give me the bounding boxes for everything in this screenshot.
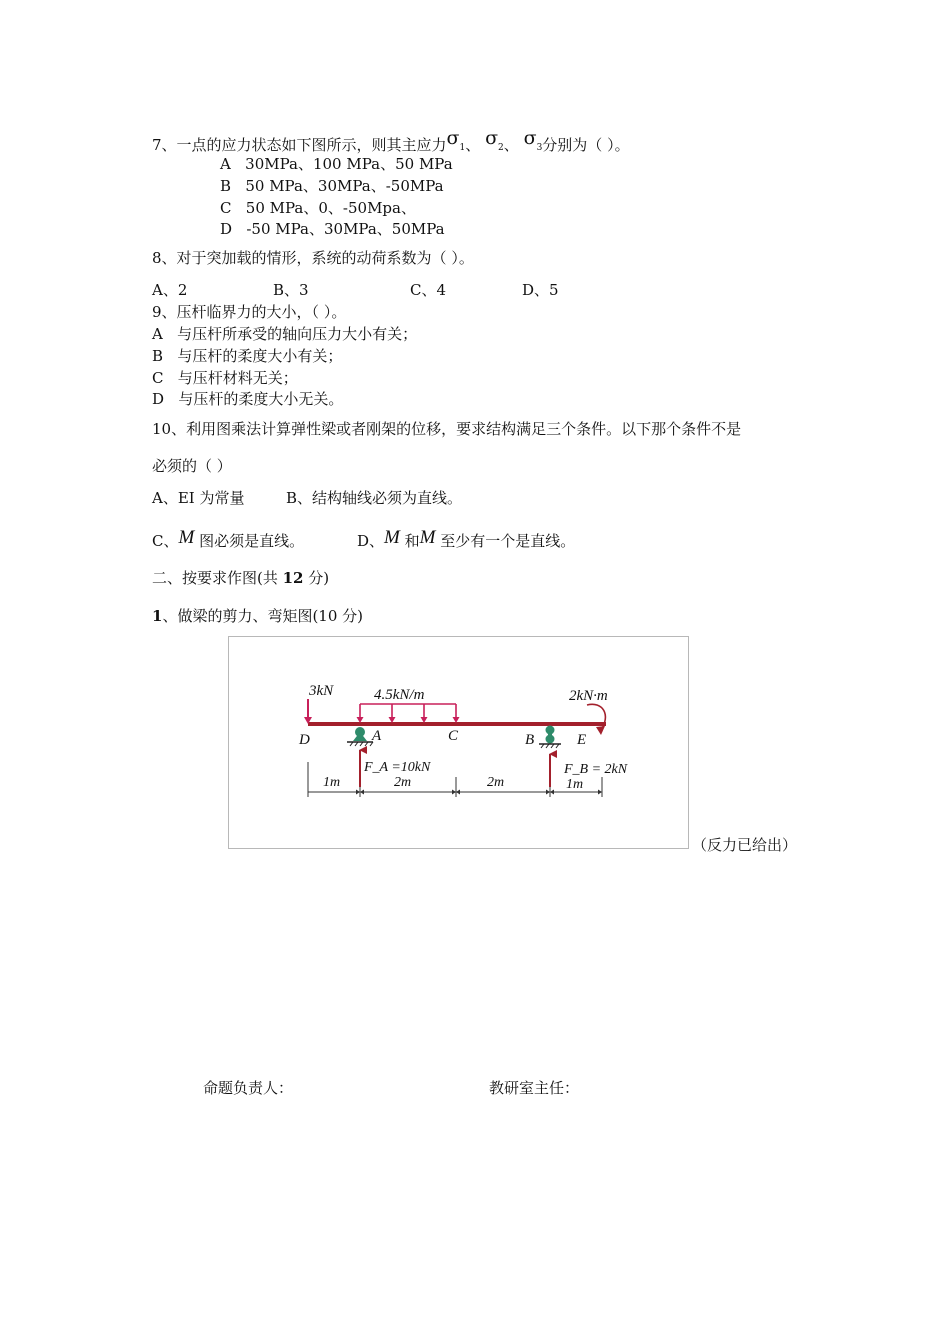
q7-option-a: A 30MPa、100 MPa、50 MPa — [220, 155, 453, 173]
q10-option-b: B、结构轴线必须为直线。 — [286, 489, 463, 507]
section-2-title: 二、按要求作图(共 12 分) — [152, 569, 330, 587]
q7-option-d: D -50 MPa、30MPa、50MPa — [220, 220, 445, 238]
q10-stem-line1: 10、利用图乘法计算弹性梁或者刚架的位移，要求结构满足三个条件。以下那个条件不是 — [152, 420, 742, 438]
point-b-label: B — [525, 732, 535, 748]
point-c-label: C — [448, 728, 459, 744]
moment-label: 2kN·m — [569, 688, 608, 704]
support-a — [347, 727, 373, 746]
q8-option-d: D、5 — [522, 281, 559, 299]
q7-option-b: B 50 MPa、30MPa、-50MPa — [220, 177, 444, 195]
reaction-b-label: F_B = 2kN — [564, 762, 628, 777]
reaction-a-label: F_A =10kN — [364, 760, 431, 775]
point-load-label: 3kN — [309, 683, 334, 699]
q8-option-a: A、2 — [152, 281, 188, 299]
point-e-label: E — [577, 732, 587, 748]
q9-stem: 9、压杆临界力的大小，（ ）。 — [152, 303, 347, 321]
support-b — [539, 726, 561, 749]
beam-figure — [228, 636, 689, 849]
q10-option-d: D、M 和M 至少有一个是直线。 — [357, 527, 576, 550]
q10-stem-line2: 必须的（ ） — [152, 457, 232, 475]
beam-diagram — [229, 637, 690, 850]
q7-stem: 7、一点的应力状态如下图所示，则其主应力σ1、 σ2、 σ3分别为（ ）。 — [152, 127, 630, 154]
distributed-load — [357, 704, 460, 723]
distributed-load-label: 4.5kN/m — [374, 687, 425, 703]
q7-option-c: C 50 MPa、0、-50Mpa、 — [220, 199, 416, 217]
director-label: 教研室主任： — [489, 1079, 580, 1097]
q8-option-c: C、4 — [410, 281, 447, 299]
q9-option-d: D 与压杆的柔度大小无关。 — [152, 390, 344, 408]
author-label: 命题负责人： — [203, 1079, 294, 1097]
dim-label-2: 2m — [394, 775, 412, 790]
q9-option-b: B 与压杆的柔度大小有关； — [152, 347, 343, 365]
figure-note: （反力已给出） — [692, 836, 798, 854]
q8-option-b: B、3 — [273, 281, 309, 299]
point-a-label: A — [372, 728, 382, 744]
moment-arrow — [587, 704, 605, 730]
dim-label-4: 1m — [566, 777, 584, 792]
point-d-label: D — [299, 732, 310, 748]
q10-option-c: C、M 图必须是直线。 — [152, 527, 305, 550]
section-2-q1: 1、做梁的剪力、弯矩图(10 分) — [152, 607, 363, 625]
q10-option-a: A、EI 为常量 — [152, 489, 245, 507]
dim-label-3: 2m — [487, 775, 505, 790]
dim-label-1: 1m — [323, 775, 341, 790]
q8-stem: 8、对于突加载的情形，系统的动荷系数为（ ）。 — [152, 249, 474, 267]
q9-option-a: A 与压杆所承受的轴向压力大小有关； — [152, 325, 418, 343]
q9-option-c: C 与压杆材料无关； — [152, 369, 298, 387]
